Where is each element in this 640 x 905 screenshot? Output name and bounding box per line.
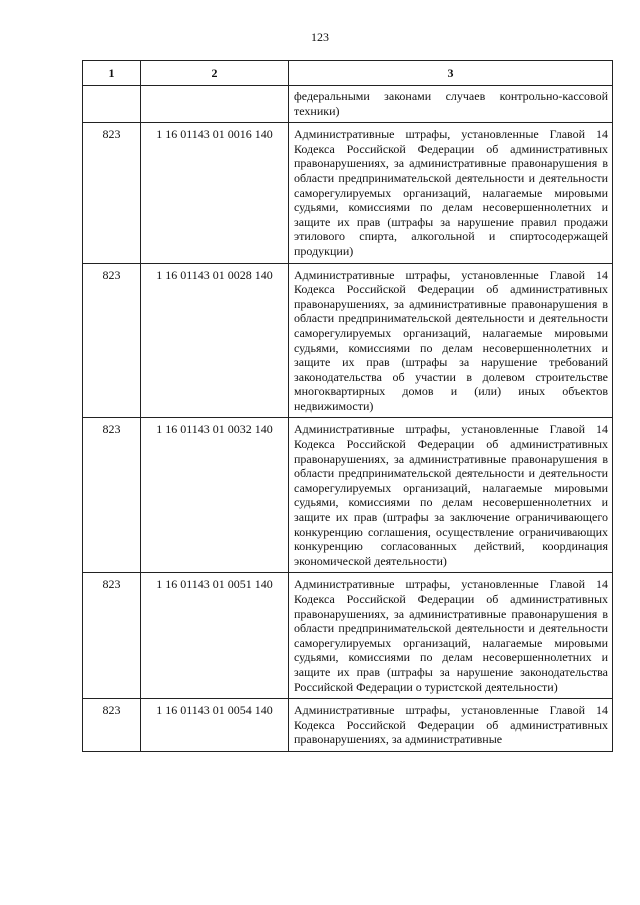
table-row — [83, 123, 613, 263]
kbk-code: 1 16 01143 01 0032 140 — [141, 418, 289, 573]
description: Административные штрафы, установленные Главой 14 Кодекса Российской Федерации об административных правонарушениях, за административные правонарушения в области предпринимательской деятельности и деятельности саморегулируемых организаций, налагаемые мировыми судьями, комиссиями по делам несовершеннолетних и защите их прав (штрафы за нарушение правил продажи этилового спирта, алкогольной и спиртосодержащей продукции) — [289, 123, 613, 263]
empty-cell — [83, 86, 141, 123]
table-row — [83, 573, 613, 699]
column-header-3: 3 — [289, 61, 613, 86]
admin-code: 823 — [83, 123, 141, 263]
continuation-text: федеральными законами случаев контрольно-кассовой техники) — [289, 86, 613, 123]
description: Административные штрафы, установленные Главой 14 Кодекса Российской Федерации об административных правонарушениях, за административные правонарушения в области предпринимательской деятельности и деятельности саморегулируемых организаций, налагаемые мировыми судьями, комиссиями по делам несовершеннолетних и защите их прав (штрафы за нарушение требований законодательства об участии в долевом строительстве многоквартирных домов и (или) иных объектов недвижимости) — [289, 263, 613, 418]
description: Административные штрафы, установленные Главой 14 Кодекса Российской Федерации об административных правонарушениях, за административные правонарушения в области предпринимательской деятельности и деятельности саморегулируемых организаций, налагаемые мировыми судьями, комиссиями по делам несовершеннолетних и защите их прав (штрафы за нарушение законодательства Российской Федерации о туристской деятельности) — [289, 573, 613, 699]
column-header-1: 1 — [83, 61, 141, 86]
admin-code: 823 — [83, 418, 141, 573]
continuation-row — [83, 86, 613, 123]
kbk-code: 1 16 01143 01 0016 140 — [141, 123, 289, 263]
admin-code: 823 — [83, 699, 141, 752]
table-header-row — [83, 61, 613, 86]
table-row — [83, 699, 613, 752]
admin-code: 823 — [83, 573, 141, 699]
admin-code: 823 — [83, 263, 141, 418]
table-row — [83, 418, 613, 573]
kbk-code: 1 16 01143 01 0054 140 — [141, 699, 289, 752]
table-row — [83, 263, 613, 418]
kbk-code: 1 16 01143 01 0051 140 — [141, 573, 289, 699]
empty-cell — [141, 86, 289, 123]
column-header-2: 2 — [141, 61, 289, 86]
page-number: 123 — [311, 30, 329, 44]
description: Административные штрафы, установленные Главой 14 Кодекса Российской Федерации об административных правонарушениях, за административные правонарушения в области предпринимательской деятельности и деятельности саморегулируемых организаций, налагаемые мировыми судьями, комиссиями по делам несовершеннолетних и защите их прав (штрафы за заключение ограничивающего конкуренцию соглашения, осуществление ограничивающих конкуренцию согласованных действий, координация экономической деятельности) — [289, 418, 613, 573]
description: Административные штрафы, установленные Главой 14 Кодекса Российской Федерации об административных правонарушениях, за административные — [289, 699, 613, 752]
budget-codes-table — [82, 60, 613, 752]
kbk-code: 1 16 01143 01 0028 140 — [141, 263, 289, 418]
